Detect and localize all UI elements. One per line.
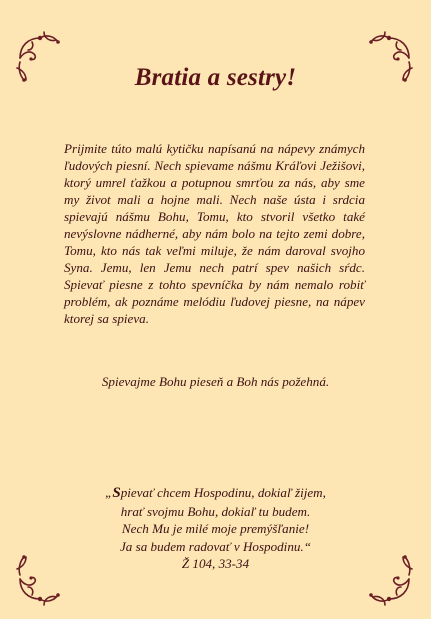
intro-paragraph: Prijmite túto malú kytičku napísanú na nápevy známych ľudových piesní. Nech spievame nášmu Kráľovi Ježišovi, ktorý umrel ťažkou a potupnou smrťou za nás, aby sme my život mali a hojne mali. Nech naše ústa i srdcia spievajú nášmu Bohu, Tomu, kto stvoril všetko také nevýslovne nádherné, aby nám bolo na tejto zemi dobre, Tomu, kto nás tak veľmi miluje, že nám daroval svojho Syna. Jemu, len Jemu nech patrí spev našich sŕdc. Spievať piesne z tohto spevníčka by nám nemalo robiť problém, ak poznáme melódiu ľudovej piesne, na nápev ktorej sa spieva. (64, 141, 365, 326)
quote-line-2: hrať svojmu Bohu, dokiaľ tu budem. (120, 503, 311, 519)
quote-line-3: Nech Mu je milé moje premýšľanie! (121, 521, 310, 536)
quote-line-1-text: pievať chcem Hospodinu, dokiaľ žijem, (120, 485, 326, 500)
page-title: Bratia a sestry! (134, 64, 297, 91)
opening-quote-mark: „ (105, 485, 113, 500)
scripture-quote (0, 484, 431, 573)
closing-line: Spievajme Bohu pieseň a Boh nás požehná. (101, 374, 330, 389)
quote-reference: Ž 104, 33-34 (181, 556, 250, 571)
quote-line-4: Ja sa budem radovať v Hospodinu.“ (120, 538, 311, 554)
quote-initial-letter: S (112, 485, 121, 501)
quote-line-1 (0, 484, 431, 503)
